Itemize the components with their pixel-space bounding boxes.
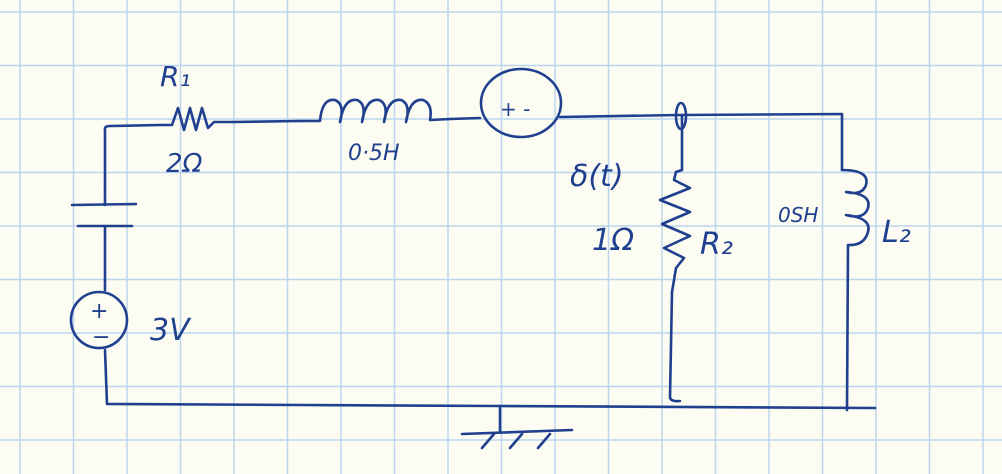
r2-value-label: 1Ω — [592, 223, 635, 258]
wire-r1-to-l1 — [232, 121, 300, 122]
inductor-l1-value-label: 0·5H — [348, 141, 400, 166]
wire-bottom — [108, 404, 875, 408]
l2-name-label: L₂ — [882, 215, 911, 250]
r1-value-label: 2Ω — [166, 149, 203, 179]
resistor-r2 — [660, 172, 690, 292]
inductor-l2 — [842, 170, 869, 245]
wire-l2-to-bottom — [847, 245, 848, 410]
dc-source-plus: + — [90, 299, 109, 324]
circuit-wires — [105, 114, 875, 410]
l2-value-label: 0SH — [778, 203, 819, 227]
r1-name-label: R₁ — [160, 60, 191, 93]
impulse-label: δ(t) — [570, 159, 624, 194]
wire-left-bottom — [105, 350, 107, 404]
dc-source-minus: − — [92, 325, 111, 350]
wire-r2-to-bottom — [670, 292, 680, 401]
r2-name-label: R₂ — [700, 227, 733, 262]
dc-source-value-label: 3V — [150, 313, 190, 348]
dependent-source-polarity: + - — [500, 97, 531, 121]
wire-top-left — [105, 125, 160, 190]
wire-l1-to-source — [450, 118, 480, 119]
wire-node-to-right — [680, 114, 842, 170]
